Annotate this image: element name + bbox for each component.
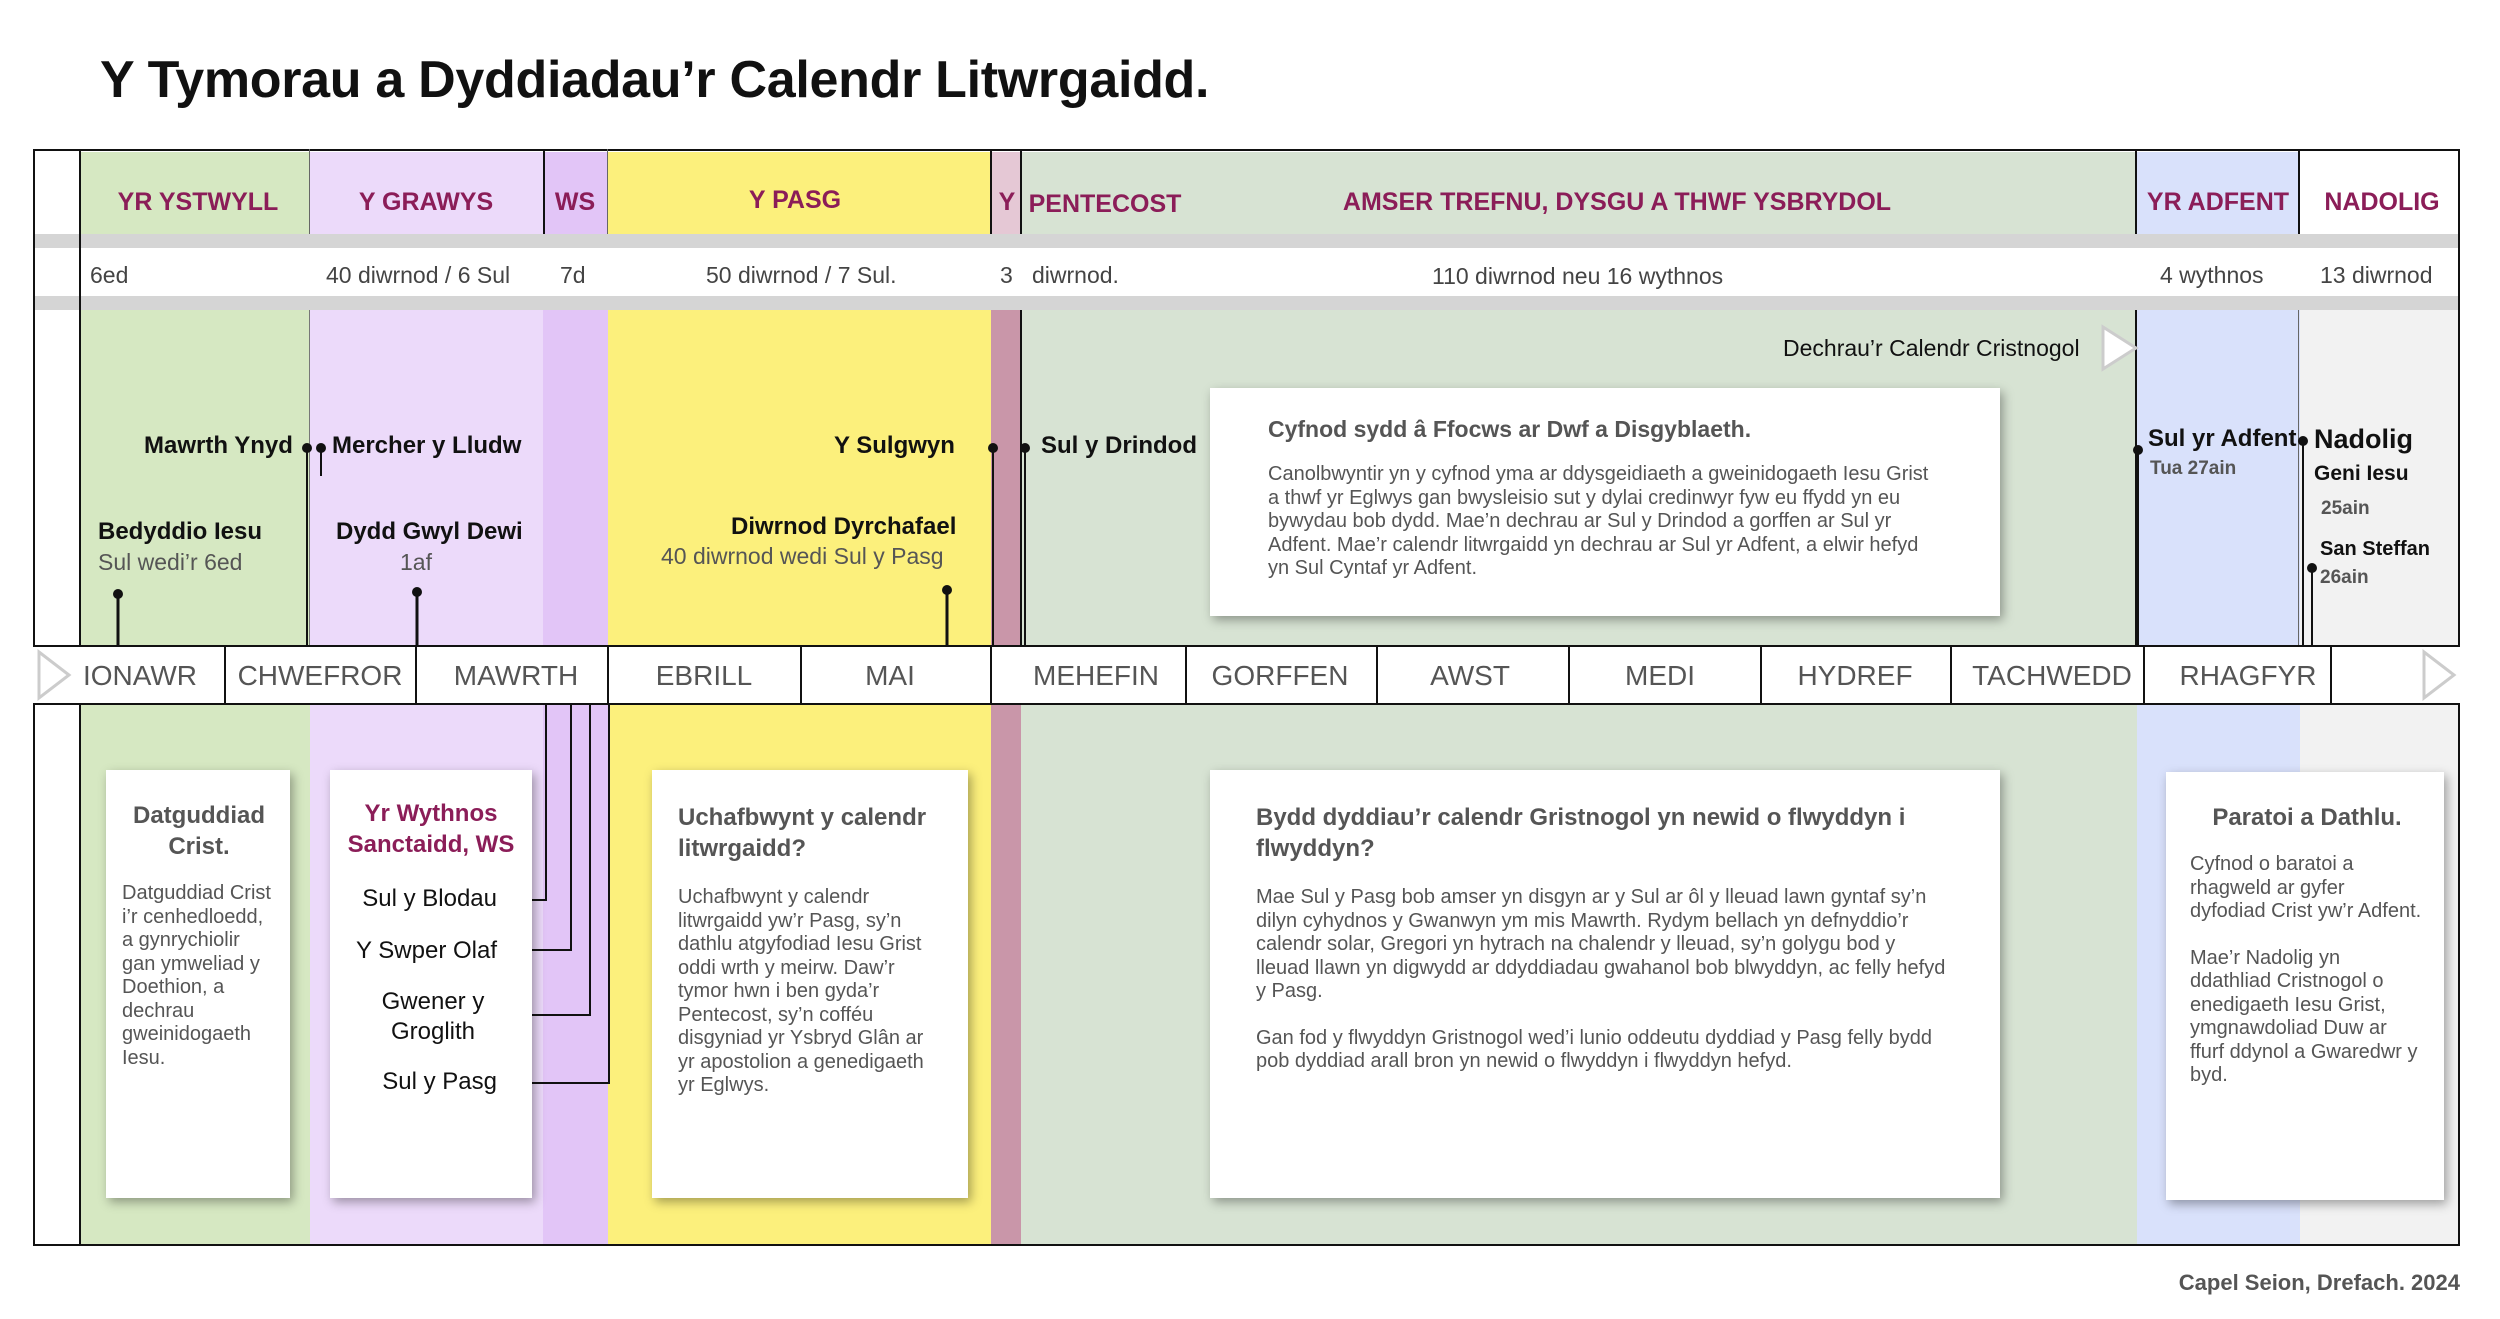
holyweek-item-last-supper: Y Swper Olaf (356, 937, 497, 964)
card-advent-body-1: Cyfnod o baratoi a rhagweld ar gyfer dyfodiad Crist yw’r Adfent. (2190, 853, 2422, 922)
card-dates-body-2: Gan fod y flwyddyn Gristnogol wed’i lunio oddeutu dyddiad y Pasg felly bydd pob dyddiad arall bron yn newid o flwyddyn i flwyddyn hefyd. (1256, 1026, 1932, 1072)
duration-epiphany: 6ed (90, 262, 129, 288)
month-mehefin: MEHEFIN (1033, 660, 1159, 691)
card-holyweek-title: Yr Wythnos Sanctaidd, WS (347, 800, 515, 858)
event-trinity: Sul y Drindod (1041, 432, 1197, 459)
marker-dot-ascension (942, 585, 952, 595)
marker-dot-shrove (302, 443, 312, 453)
event-baptism-sub: Sul wedi’r 6ed (98, 549, 243, 575)
month-medi: MEDI (1625, 660, 1695, 691)
holyweek-item-easter-sunday: Sul y Pasg (382, 1068, 497, 1095)
duration-lent: 40 diwrnod / 6 Sul (326, 262, 511, 288)
duration-advent: 4 wythnos (2160, 262, 2264, 288)
duration-y: 3 (1000, 262, 1013, 288)
duration-pentecost: diwrnod. (1032, 262, 1119, 288)
month-awst: AWST (1430, 660, 1510, 691)
marker-dot-ash (316, 443, 326, 453)
event-pentecost-sunday: Y Sulgwyn (834, 432, 955, 459)
month-rhagfyr: RHAGFYR (2179, 660, 2317, 691)
duration-easter: 50 diwrnod / 7 Sul. (706, 262, 897, 288)
event-christmas-date: 25ain (2321, 498, 2370, 519)
card-epiphany-body: Datguddiad Crist i’r cenhedloedd, a gynrychiolir gan ymweliad y Doethion, a dechrau gweinidogaeth Iesu. (122, 882, 271, 1069)
season-label-lent: Y GRAWYS (358, 188, 494, 216)
card-epiphany-title: Datguddiad Crist. (133, 802, 265, 860)
footer-credit: Capel Seion, Drefach. 2024 (2178, 1270, 2460, 1295)
marker-dot-trinity (1020, 443, 1030, 453)
card-dates-body-1: Mae Sul y Pasg bob amser yn disgyn ar y Sul ar ôl y lleuad lawn gyntaf sy’n dilyn cyhydnos y Gwanwyn ym mis Mawrth. Rydym bellach yn defnyddio’r calendr solar, Gregori yn hytrach na chalendr y lleuad, sy’n golygu bod y lleuad llawn yn digwydd ar ddyddiadau gwahanol bob blwyddyn, ac felly hefyd y Pasg. (1256, 886, 1946, 1002)
card-ordinary-focus-body: Canolbwyntir yn y cyfnod yma ar ddysgeidiaeth a gweinidogaeth Iesu Grist a thwf yr Eglwys gan bwysleisio sut y dylai credinwyr fyw eu ffydd yn eu bywydau bob dydd. Mae’n dechrau ar Sul y Drindod a gorffen ar Sul yr Adfent. Mae’r calendr litwrgaidd yn dechrau ar Sul yr Adfent, a elwir hefyd yn Sul Cyntaf yr Adfent. (1268, 463, 1929, 579)
holyweek-item-palm-sunday: Sul y Blodau (362, 885, 497, 912)
month-mawrth: MAWRTH (453, 660, 579, 691)
event-christmas-sub: Geni Iesu (2314, 462, 2409, 485)
card-dates-title: Bydd dyddiau’r calendr Gristnogol yn newid o flwyddyn i flwyddyn? (1256, 804, 1906, 862)
event-st-david: Dydd Gwyl Dewi (336, 518, 523, 545)
month-chwefror: CHWEFROR (237, 660, 403, 691)
event-st-stephen-date: 26ain (2320, 567, 2369, 588)
marker-dot-baptism (113, 589, 123, 599)
duration-holyweek: 7d (560, 262, 586, 288)
season-label-y: Y (998, 188, 1016, 216)
season-label-easter: Y PASG (748, 186, 842, 214)
calendar-start-label: Dechrau’r Calendr Cristnogol (1783, 335, 2080, 361)
event-ash-wednesday: Mercher y Lludw (332, 432, 522, 459)
card-ordinary-focus (1210, 388, 2000, 616)
card-advent (2166, 772, 2444, 1200)
month-ionawr: IONAWR (82, 660, 198, 691)
card-holyweek (330, 770, 532, 1198)
season-label-epiphany: YR YSTWYLL (117, 188, 279, 216)
marker-dot-advent-sunday (2133, 445, 2143, 455)
card-advent-title: Paratoi a Dathlu. (2212, 804, 2402, 831)
month-gorffen: GORFFEN (1211, 660, 1349, 691)
marker-dot-christmas (2298, 436, 2308, 446)
connector-easter-sunday (519, 705, 609, 1083)
event-st-stephen: San Steffan (2320, 538, 2431, 560)
event-ascension-sub: 40 diwrnod wedi Sul y Pasg (661, 543, 944, 569)
marker-dot-st-david (412, 587, 422, 597)
card-easter-title: Uchafbwynt y calendr litwrgaidd? (678, 804, 927, 862)
card-epiphany (106, 770, 290, 1198)
card-easter-body: Uchafbwynt y calendr litwrgaidd yw’r Pasg, sy’n dathlu atgyfodiad Iesu Grist oddi wrth y meirw. Daw’r tymor hwn i ben gyda’r Pentecost, sy’n cofféu disgyniad yr Ysbryd Glân ar yr apostolion a genedigaeth yr Eglwys. (678, 886, 924, 1096)
marker-dot-st-stephen (2307, 563, 2317, 573)
season-label-pentecost: PENTECOST (1028, 190, 1182, 218)
page-title: Y Tymorau a Dyddiadau’r Calendr Litwrgaidd. (100, 51, 1210, 109)
event-advent-sunday-sub: Tua 27ain (2150, 458, 2237, 479)
event-ascension: Diwrnod Dyrchafael (731, 513, 957, 540)
month-hydref: HYDREF (1797, 660, 1913, 691)
event-shrove-tuesday: Mawrth Ynyd (144, 432, 293, 459)
event-baptism: Bedyddio Iesu (98, 518, 263, 545)
event-christmas: Nadolig (2314, 424, 2413, 454)
holyweek-item-good-friday: Gwener y Groglith (381, 988, 485, 1045)
month-mai: MAI (865, 660, 915, 691)
month-ebrill: EBRILL (655, 660, 753, 691)
marker-dot-pentecost (988, 443, 998, 453)
card-dates (1210, 770, 2000, 1198)
duration-ordinary: 110 diwrnod neu 16 wythnos (1432, 263, 1724, 289)
season-label-holyweek: WS (554, 188, 596, 216)
season-label-ordinary: AMSER TREFNU, DYSGU A THWF YSBRYDOL (1342, 188, 1892, 216)
season-label-advent: YR ADFENT (2146, 188, 2290, 216)
card-ordinary-focus-title: Cyfnod sydd â Ffocws ar Dwf a Disgyblaeth. (1268, 416, 1752, 442)
card-advent-body-2: Mae’r Nadolig yn ddathliad Cristnogol o enedigaeth Iesu Grist, ymgnawdoliad Duw ar ffurf ddynol a Gwaredwr y byd. (2190, 946, 2418, 1086)
month-tachwedd: TACHWEDD (1972, 660, 2132, 691)
season-label-christmas: NADOLIG (2324, 188, 2440, 216)
card-easter (652, 770, 968, 1198)
duration-christmas: 13 diwrnod (2320, 262, 2433, 288)
event-advent-sunday: Sul yr Adfent (2148, 425, 2297, 452)
event-st-david-sub: 1af (400, 549, 432, 575)
